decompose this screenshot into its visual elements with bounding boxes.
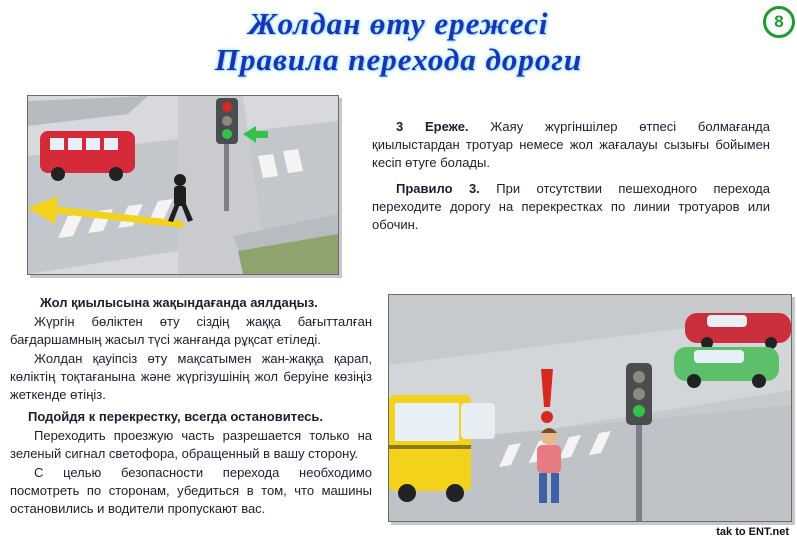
rule-kz-label: 3 Ереже. [396, 119, 469, 134]
advice-heading-russian: Подойдя к перекрестку, всегда остановитесь. [28, 409, 323, 424]
advice-russian-paragraph-2: С целью безопасности перехода необходимо посмотреть по сторонам, убедиться в том, что машины остановились и водители пропускают вас. [10, 465, 372, 516]
illustration-child-at-traffic-light [388, 294, 792, 522]
title-russian: Правила перехода дороги [214, 42, 583, 77]
page-number-badge: 8 [763, 6, 795, 38]
rule-3-kazakh [372, 118, 770, 172]
advice-russian-paragraph-1: Переходить проезжую часть разрешается только на зеленый сигнал светофора, обращенный в вашу сторону. [10, 428, 372, 461]
yellow-bus-drawing [389, 395, 471, 502]
rule-3-russian [372, 180, 770, 234]
illustration-intersection-pedestrian [27, 95, 339, 275]
rule-ru-text: При отсутствии пешеходного перехода переходите дорогу на перекрестках по линии тротуаров или обочин. [372, 181, 771, 232]
advice-heading-kazakh: Жол қиылысына жақындағанда аялдаңыз. [40, 295, 318, 310]
advice-kazakh-paragraph-2: Жолдан қауіпсіз өту мақсатымен жан-жаққа қарап, көліктің тоқтағанына және жүргізушінің жол беруіне көзіңіз жеткенде өтіңіз. [10, 351, 372, 402]
advice-kazakh-paragraph-1: Жүргін бөліктен өту сіздің жаққа бағытталған бағдаршамның жасыл түсі жанғанда рұқсат етіледі. [10, 314, 372, 347]
rule-kz-text: Жаяу жүргіншілер өтпесі болмағанда қиылыстардан тротуар немесе жол жағалауы сызығы бойымен кесіп өтуге болады. [372, 119, 770, 170]
advice-text-block [10, 294, 372, 519]
rule-ru-label: Правило 3. [396, 181, 480, 196]
credit-watermark: tak to ENT.net [716, 526, 789, 538]
title-kazakh: Жолдан өту ережесі [248, 6, 549, 41]
